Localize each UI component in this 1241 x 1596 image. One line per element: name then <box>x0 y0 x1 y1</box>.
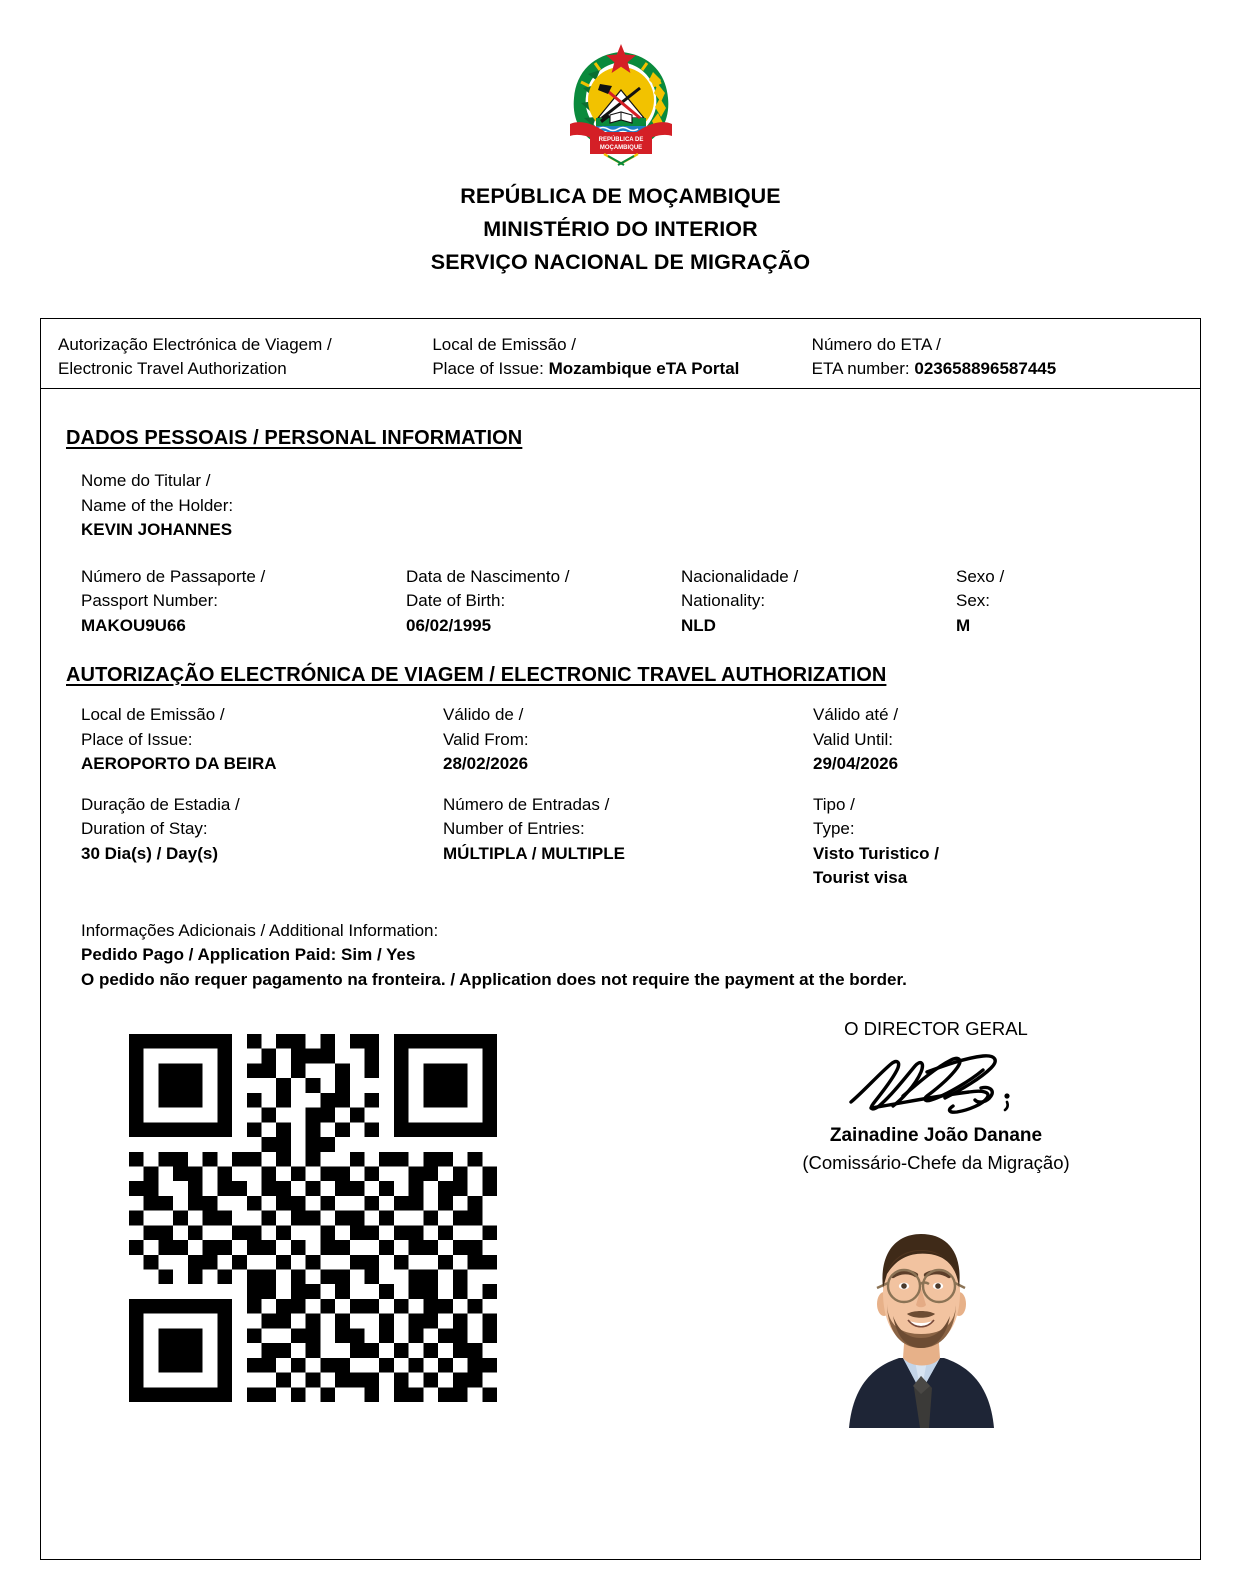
number-of-entries-field <box>443 793 813 891</box>
eta-conditions-row <box>81 793 1200 891</box>
passport-number-label-pt: Número de Passaporte / <box>81 566 266 586</box>
sex-label-en: Sex: <box>956 591 991 610</box>
portrait-photo-icon <box>813 1206 1030 1428</box>
visa-type-label-pt: Tipo / <box>813 794 855 814</box>
duration-of-stay-label-pt: Duração de Estadia / <box>81 794 240 814</box>
signature-image <box>746 1044 1126 1122</box>
valid-from-label-en: Valid From: <box>443 729 529 749</box>
svg-text:MOÇAMBIQUE: MOÇAMBIQUE <box>599 145 642 151</box>
duration-of-stay-field <box>81 793 443 891</box>
passport-number-label-en: Passport Number: <box>81 591 218 610</box>
date-of-birth-field <box>406 565 681 639</box>
border-payment-line: O pedido não requer pagamento na fronteira. / Application does not require the payment at the border. <box>81 969 907 989</box>
holder-passport-photo <box>813 1206 1030 1428</box>
eta-qr-code[interactable] <box>129 1034 497 1402</box>
nationality-field <box>681 565 956 639</box>
eta-validity-row <box>81 703 1200 777</box>
eta-place-of-issue-label-en: Place of Issue: <box>81 729 193 749</box>
eta-number-label-pt: Número do ETA / <box>811 335 941 354</box>
header-ministry: MINISTÉRIO DO INTERIOR <box>483 217 758 241</box>
date-of-birth-value: 06/02/1995 <box>406 615 492 635</box>
holder-name-label-en: Name of the Holder: <box>81 495 234 515</box>
visa-type-value-line1: Visto Turistico / <box>813 843 939 863</box>
authorization-label-en: Electronic Travel Authorization <box>58 359 287 378</box>
number-of-entries-value: MÚLTIPLA / MULTIPLE <box>443 843 625 863</box>
visa-type-field <box>813 793 1143 891</box>
valid-until-value: 29/04/2026 <box>813 754 899 773</box>
nationality-label-en: Nationality: <box>681 591 766 610</box>
passport-number-value: MAKOU9U66 <box>81 615 186 635</box>
eta-number-line <box>812 357 1200 381</box>
valid-until-label-en: Valid Until: <box>813 729 893 749</box>
eta-place-of-issue-value: AEROPORTO DA BEIRA <box>81 754 277 773</box>
authorization-title-cell <box>41 333 432 376</box>
number-of-entries-label-pt: Número de Entradas / <box>443 794 610 814</box>
document-footer-area <box>41 1018 1200 1464</box>
additional-information-label: Informações Adicionais / Additional Information: <box>81 920 439 940</box>
director-general-label: O DIRECTOR GERAL <box>844 1018 1028 1039</box>
eta-place-of-issue-label-pt: Local de Emissão / <box>81 705 225 724</box>
visa-type-value-line2: Tourist visa <box>813 868 908 887</box>
nationality-label-pt: Nacionalidade / <box>681 566 799 586</box>
nationality-value: NLD <box>681 615 716 635</box>
eta-section-heading: AUTORIZAÇÃO ELECTRÓNICA DE VIAGEM / ELECTRONIC TRAVEL AUTHORIZATION <box>66 664 887 686</box>
date-of-birth-label-pt: Data de Nascimento / <box>406 566 570 586</box>
duration-of-stay-value: 30 Dia(s) / Day(s) <box>81 843 218 863</box>
number-of-entries-label-en: Number of Entries: <box>443 819 585 838</box>
additional-information-block <box>81 919 1200 993</box>
application-paid-line: Pedido Pago / Application Paid: Sim / Yes <box>81 945 416 964</box>
holder-name-value: KEVIN JOHANNES <box>81 520 233 539</box>
sex-label-pt: Sexo / <box>956 566 1005 586</box>
header-country: REPÚBLICA DE MOÇAMBIQUE <box>460 184 781 208</box>
authorization-label-pt: Autorização Electrónica de Viagem / <box>58 335 332 354</box>
place-of-issue-line <box>432 357 811 381</box>
valid-from-label-pt: Válido de / <box>443 705 524 724</box>
director-signature-block <box>746 1016 1126 1176</box>
valid-from-field <box>443 703 813 777</box>
qr-code-icon <box>129 1034 497 1402</box>
eta-number-cell <box>812 333 1200 376</box>
personal-information-heading: DADOS PESSOAIS / PERSONAL INFORMATION <box>66 427 523 449</box>
mozambique-coat-of-arms-icon <box>560 36 682 166</box>
eta-place-of-issue-field <box>81 703 443 777</box>
place-of-issue-label-en: Place of Issue: <box>432 359 544 378</box>
personal-details-row <box>81 565 1200 639</box>
valid-until-label-pt: Válido até / <box>813 705 899 724</box>
director-role: (Comissário-Chefe da Migração) <box>802 1152 1070 1173</box>
duration-of-stay-label-en: Duration of Stay: <box>81 819 208 838</box>
eta-number-label-en: ETA number: <box>811 359 910 378</box>
valid-until-field <box>813 703 1143 777</box>
sex-field <box>956 565 1156 639</box>
emblem-container <box>0 0 1241 166</box>
eta-number-value: 023658896587445 <box>914 359 1057 378</box>
handwritten-signature-icon <box>831 1046 1041 1120</box>
document-header <box>0 180 1241 279</box>
valid-from-value: 28/02/2026 <box>443 754 529 773</box>
document-top-strip <box>41 319 1200 389</box>
place-of-issue-label-pt: Local de Emissão / <box>432 335 576 354</box>
svg-text:REPÚBLICA DE: REPÚBLICA DE <box>598 137 643 143</box>
visa-type-label-en: Type: <box>813 819 855 838</box>
holder-name-label-pt: Nome do Titular / <box>81 471 211 490</box>
document-body <box>41 389 1200 1464</box>
date-of-birth-label-en: Date of Birth: <box>406 591 506 610</box>
holder-name-field <box>81 469 1200 543</box>
passport-number-field <box>81 565 406 639</box>
sex-value: M <box>956 615 971 635</box>
header-service: SERVIÇO NACIONAL DE MIGRAÇÃO <box>430 250 811 274</box>
director-name: Zainadine João Danane <box>829 1125 1043 1146</box>
place-of-issue-value: Mozambique eTA Portal <box>548 359 740 378</box>
place-of-issue-cell <box>432 333 811 376</box>
eta-document-frame <box>40 318 1201 1560</box>
